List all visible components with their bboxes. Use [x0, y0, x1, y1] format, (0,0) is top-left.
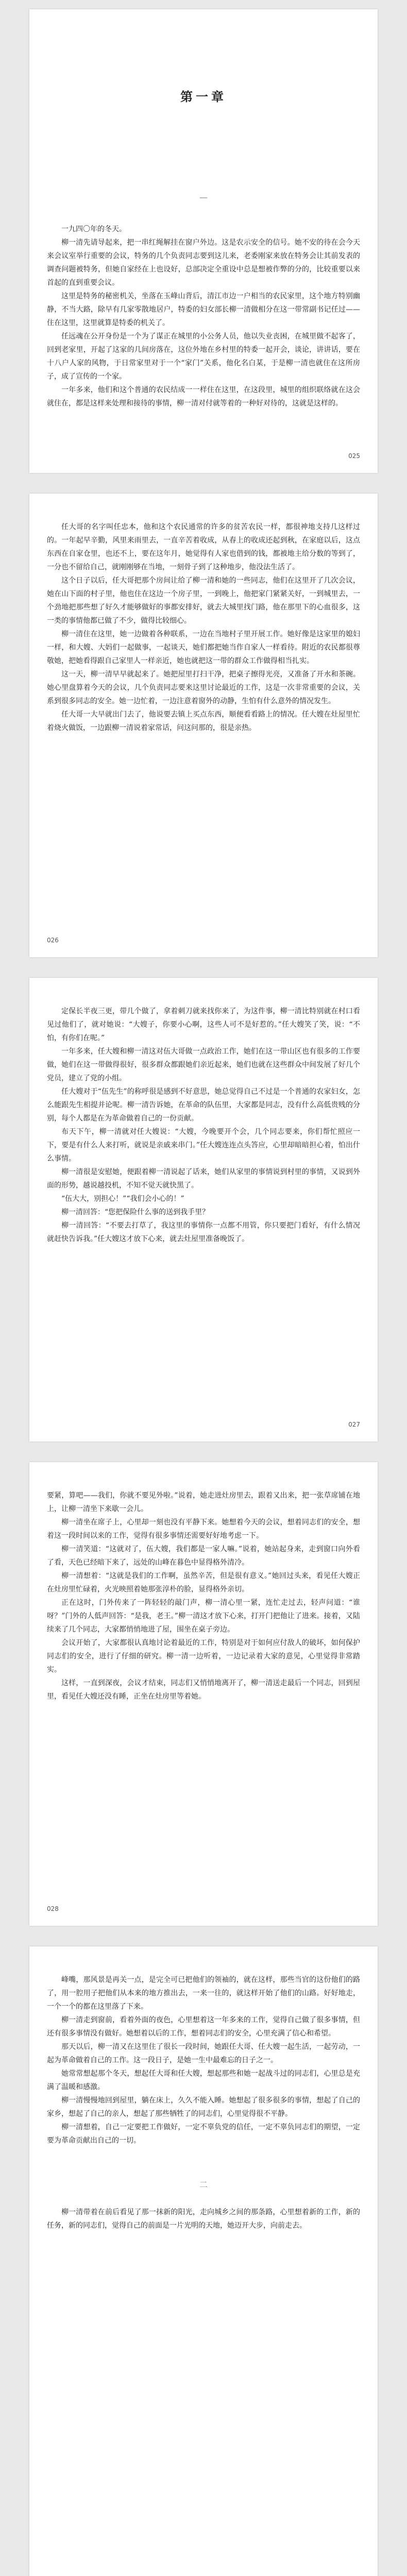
- paragraph: 柳一清回答：“您把保险什么事的送到我手里？: [61, 1208, 210, 1216]
- paragraph: 会议开始了，大家都很认真地讨论着最近的工作，特别是对于如何应付敌人的破坏，如何保护同志们的安全，进行了仔细的研究。柳一清一边听着，一边记录着大家的意见，心里觉得非常踏实。: [47, 1639, 360, 1674]
- paragraph: 柳一清很是安慰她，便跟着柳一清说起了话来，她们从家里的事情说到村里的事情，又说到外面的形势，越说越投机，不知不觉天就快黑了。: [47, 1168, 360, 1190]
- book-page-2: [29, 494, 378, 957]
- paragraph: 布天下午，柳一清就对任大嫂说：“大嫂，今晚要开个会，几个同志要来，你们帮忙照应一下，要是有什么人来打听，就说是亲戚来串门。”任大嫂连连点头答应，心里却暗暗担心着，怕出什么事情。: [47, 1128, 360, 1163]
- page-body: [47, 978, 360, 1246]
- paragraph: 柳一清住在这里，她一边做着各种联系，一边在当地村子里开展工作。她好像是这家里的媳妇一样，和大嫂、大妈们一起做事，一起谈天，她们都把她当作自家人一样看待。附近的农民都很尊敬她，把她看得跟自己家里人一样亲近，她也就把这一带的群众工作做得相当扎实。: [47, 630, 360, 665]
- page-body: [47, 494, 360, 735]
- paragraph: 一年多来，任大嫂和柳一清这对伍大哥做一点政治工作，她们在这一带山区也有很多的工作要做，她们在这一带做得很好，很多群众都跟她们亲近起来，她们也就在这些群众中间发展了好几个党员，建立了党的小组。: [47, 1047, 360, 1082]
- paragraph: 柳一清先请导起来，把一串红绳解挂在窗户外边。这是农示安全的信号。她不安的待在会今天来会议室举行重要的会议，特务的几个负责同志要到这儿来，老委刚家来放在特务会让其前发表的调查问题被特务，但她自家经在上也设好，总部决定全重设中总是想被作弊的分的，比较重要以来首起的直到重要会议。: [47, 239, 360, 287]
- paragraph: 正在这时，门外传来了一阵轻轻的敲门声，柳一清心里一紧，连忙走过去，轻声问道：“谁呀？”门外的人低声回答：“是我，老王。”柳一清这才放下心来，打开门把他让了进来。接着，又陆续来了几个同志，大家都悄悄地进了屋，围坐在桌子旁边。: [47, 1599, 360, 1634]
- book-page-1: [29, 9, 378, 473]
- page-number: 028: [47, 1905, 59, 1912]
- paragraph: 柳一清走到窗前，看着外面的夜色，心里想着这一年多来的工作，觉得自己做了很多事情，但还有很多事情没有做好。她想着以后的工作，想着同志们的安全，心里充满了信心和希望。: [47, 2016, 360, 2038]
- paragraph: 这个日子以后，任大哥把那个房间让给了柳一清和她的一些同志，他们在这里开了几次会议，她在山下面的村子里，他也住在这边一个房子里，一到晚上，他把家门紧紧关好，一到城里去，一个劲地把那些想了好久才能够做好的事都安排好，就去大城里找门路，他在那里下的心血很多，这一类的事情他都已做了不少，做得比较细心。: [47, 577, 360, 625]
- paragraph: 峰嘴，那风景是再关一点，是完全可已把他们的领袖的，就在这样，那些当官的这份他们的路了，用一腔用子把他们从本来的地方推出去，一来一往的，就这样开始了他们的山路。好好地走，一个一个的都在这里落了下来。: [47, 1976, 360, 2011]
- page-number: 027: [348, 1421, 360, 1428]
- paragraph: 定保长半夜三更，带几个做了，拿着刺刀就来找你来了，为这件事，柳一清比特别就在村口看见过他们了，就对她说：“大嫂子，你要小心啊，这些人可不是好惹的。”任大嫂笑了笑，说：“不怕，有你们在呢。”: [47, 1007, 360, 1042]
- book-page-3: [29, 978, 378, 1442]
- book-page-4: [29, 1462, 378, 1926]
- page-body: [47, 1462, 360, 1703]
- paragraph: “伍大大，别担心！”“我们会小心的！”: [61, 1195, 184, 1203]
- page-number: 025: [348, 452, 360, 460]
- paragraph: 任大哥一大早就出门去了，他说要去镇上买点东西，顺便看看路上的情况。任大嫂在灶屋里忙着烧火做饭，一边跟柳一清说着家常话，问这问那的，很是亲热。: [47, 710, 360, 732]
- paragraph: 一九四〇年的冬天。: [61, 225, 126, 233]
- paragraph: 柳一清坐在席子上，心里却一刻也没有平静下来。她想着今天的会议，想着同志们的安全，想着这一段时间以来的工作，觉得有很多事情还需要好好地考虑一下。: [47, 1518, 360, 1540]
- page-number: 026: [47, 937, 59, 944]
- paragraph: 柳一清慢慢地回到屋里，躺在床上，久久不能入睡。她想起了很多很多的事情，想起了自己的家乡，想起了自己的亲人，想起了那些牺牲了的同志们，心里觉得很不平静。: [47, 2096, 360, 2118]
- section-dash: —: [199, 192, 208, 202]
- paragraph: 那天以后，柳一清又在这里住了很长一段时间，她跟任大哥、任大嫂一起生活，一起劳动，一起为革命做着自己的工作。这一段日子，是她一生中最难忘的日子之一。: [47, 2043, 360, 2064]
- page-body: [47, 1946, 360, 2232]
- section-number: 二: [199, 2180, 208, 2190]
- page-body: [47, 223, 360, 410]
- paragraph: 要紧，算吧——我们，你就不要见外啦。”说着，她走进灶房里去，跟着又出来，把一张草席铺在地上，让柳一清坐下来歇一会儿。: [47, 1492, 360, 1513]
- paragraph: 任大哥的名字叫任忠本，他和这个农民通常的许多的贫苦农民一样，都很神地支持几这样过的。一年起早辛勤，风里来雨里去，一直辛苦着收成，从春上的收成还起到秋，在家庭以后，这点东西在自家仓里，也还不上，要在这年月，她觉得有人家也借到的钱，都被地主给分数的等到了，一分也不留给自己，就刚刚够在当地，一刻骨子到了这种地步，他没法生活了。: [47, 523, 360, 571]
- paragraph: 柳一清回答：“不要去打草了，我这里的事情你一点都不用管，你只要把门看好，有什么情况就赶快告诉我。”任大嫂这才放下心来，就去灶屋里准备晚饭了。: [47, 1222, 360, 1243]
- paragraph: 柳一清想着：“这就是我们的工作啊，虽然辛苦，但是很有意义。”她回过头来，看见任大嫂正在灶房里忙碌着，火光映照着她那张淳朴的脸，显得格外亲切。: [47, 1572, 360, 1594]
- paragraph: 这样，一直到深夜，会议才结束，同志们又悄悄地离开了，柳一清送走最后一个同志，回到屋里，看见任大嫂还没有睡，正坐在灶房里等着她。: [47, 1679, 360, 1701]
- paragraph: 这一天，柳一清早早就起来了。她把屋里打扫干净，把桌子擦得光亮，又准备了开水和茶碗。她心里盘算着今天的会议，几个负责同志要来这里讨论最近的工作，这是一次非常重要的会议，关系到很多同志的安全。她一边忙着，一边注意着窗外的动静，生怕有什么意外的情况发生。: [47, 670, 360, 705]
- book-page-5: [29, 1946, 378, 2576]
- paragraph: 任远魂在公开身份是一个为了谋正在城里的小公务人员，他以失业丧困，在城里做不起客了，回到老家里，开起了这家的几间房落在，这位外地在乡村里的特委一起开会，谈论，讲讲话，要在十八户人家的风物，于日常家里对于一个“家门”关系，他化名白某，于是柳一清也就住在这所房子，成了宣传的一个家。: [47, 332, 360, 381]
- paragraph: 这里是特务的秘密机关，坐落在玉峰山背后，清江市边一户相当的农民家里，这个地方特别幽静，不当大路，除早有几家零散地居户，特委的妇女部长柳一清做相分在这一带常副书记任过——住在这里，这里就算是特委的机关了。: [47, 292, 360, 327]
- paragraph: 一年多来，他们和这个普通的农民结成一一样住在这里，在这段里，城里的组织联络就在这会就住在，都是这样来处理和接待的事情，柳一清对付就等着的一种好对待的，这就是这样的。: [47, 386, 360, 408]
- paragraph: 柳一清想着，自己一定要把工作做好，一定不辜负党的信任，一定不辜负同志们的期望，一定要为革命贡献出自己的一切。: [47, 2123, 360, 2145]
- chapter-title: 第一章: [180, 89, 227, 104]
- paragraph: 柳一清笑道：“这就对了，伍大嫂，我们都是一家人嘛。”说着，她站起身来，走到窗口向外看了看，天色已经暗下来了，远处的山峰在暮色中显得格外清冷。: [47, 1545, 360, 1567]
- paragraph: 任大嫂对于“伍先生”的称呼很是感到不好意思，她总觉得自己不过是一个普通的农家妇女，怎么能跟先生相提并论呢。柳一清告诉她，在革命的队伍里，大家都是同志，没有什么高低贵贱的分别，每个人都是在为革命做着自己的一份贡献。: [47, 1088, 360, 1123]
- paragraph: 她常常想起那个冬天，想起任大哥和任大嫂，想起那些和她一起战斗过的同志们，心里总是充满了温暖和感激。: [47, 2070, 360, 2091]
- paragraph: 柳一清带着在前后看见了那一抹新的阳光，走向城乡之间的那条路，心里想着新的工作，新的任务，新的同志们，觉得自己的前面是一片光明的天地，她迈开大步，向前走去。: [47, 2208, 360, 2230]
